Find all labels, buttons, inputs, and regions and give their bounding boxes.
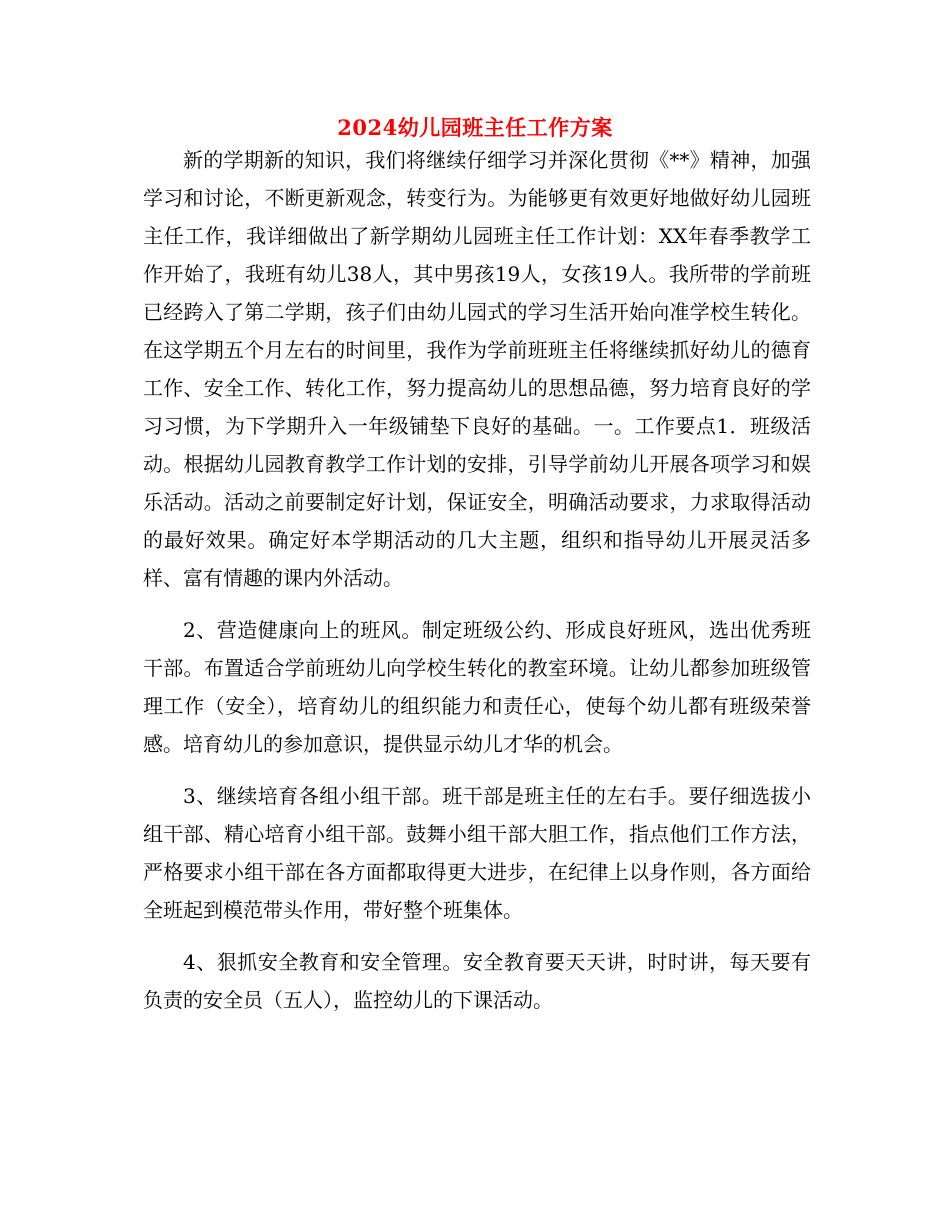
paragraph-group-leaders: 3、继续培育各组小组干部。班干部是班主任的左右手。要仔细选拔小组干部、精心培育小组干部。鼓舞小组干部大胆工作，指点他们工作方法，严格要求小组干部在各方面都取得更大进步，在纪律上以身作则，各方面给全班起到模范带头作用，带好整个班集体。: [143, 784, 811, 922]
document-title: 2024幼儿园班主任工作方案: [337, 115, 613, 140]
paragraph-safety: 4、狠抓安全教育和安全管理。安全教育要天天讲，时时讲，每天要有负责的安全员（五人），监控幼儿的下课活动。: [143, 950, 811, 1012]
paragraph-intro: 新的学期新的知识，我们将继续仔细学习并深化贯彻《**》精神，加强学习和讨论，不断更新观念，转变行为。为能够更有效更好地做好幼儿园班主任工作，我详细做出了新学期幼儿园班主任工作计划：XX年春季教学工作开始了，我班有幼儿38人，其中男孩19人，女孩19人。我所带的学前班已经跨入了第二学期，孩子们由幼儿园式的学习生活开始向准学校生转化。在这学期五个月左右的时间里，我作为学前班班主任将继续抓好幼儿的德育工作、安全工作、转化工作，努力提高幼儿的思想品德，努力培育良好的学习习惯，为下学期升入一年级铺垫下良好的基础。一。工作要点1．班级活动。根据幼儿园教育教学工作计划的安排，引导学前幼儿开展各项学习和娱乐活动。活动之前要制定好计划，保证安全，明确活动要求，力求取得活动的最好效果。确定好本学期活动的几大主题，组织和指导幼儿开展灵活多样、富有情趣的课内外活动。: [143, 148, 811, 590]
document-body: [143, 141, 811, 1019]
paragraph-class-style: 2、营造健康向上的班风。制定班级公约、形成良好班风，选出优秀班干部。布置适合学前班幼儿向学校生转化的教室环境。让幼儿都参加班级管理工作（安全），培育幼儿的组织能力和责任心，使每个幼儿都有班级荣誉感。培育幼儿的参加意识，提供显示幼儿才华的机会。: [143, 618, 811, 756]
